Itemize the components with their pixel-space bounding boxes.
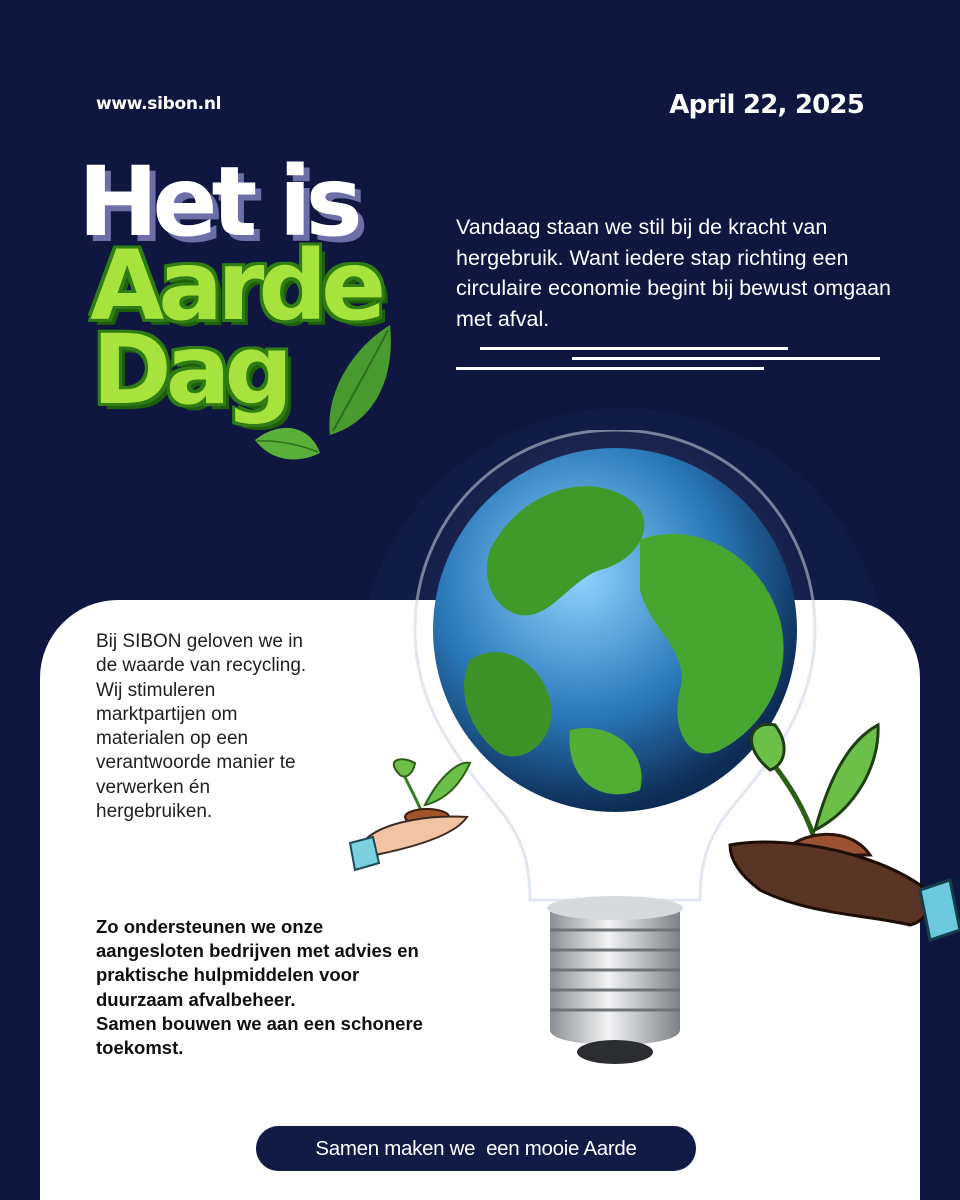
headline-line-2: Aarde [90, 230, 381, 342]
divider-line [572, 357, 880, 360]
divider-line [456, 367, 764, 370]
website-url[interactable]: www.sibon.nl [96, 94, 222, 114]
hand-sprout-icon [345, 755, 475, 875]
body-paragraph-1: Bij SIBON geloven we in de waarde van recycling. Wij stimuleren marktpartijen om materialen op een verantwoorde manier te verwerken én hergebruiken. [96, 631, 307, 823]
hand-sprout-icon [720, 715, 960, 955]
body-paragraph-2-line-2: Samen bouwen we aan een schonere toekomst. [96, 1012, 423, 1059]
cta-button[interactable]: Samen maken we een mooie Aarde [256, 1126, 696, 1171]
event-date: April 22, 2025 [669, 90, 864, 120]
body-paragraph-2 [96, 915, 426, 1060]
leaf-decoration-icon [245, 325, 395, 475]
body-paragraph-2-line-1: Zo ondersteunen we onze aangesloten bedrijven met advies en praktische hulpmiddelen voor duurzaam afvalbeheer. [96, 916, 419, 1010]
intro-text: Vandaag staan we stil bij de kracht van hergebruik. Want iedere stap richting een circulaire economie begint bij bewust omgaan met afval. [456, 215, 892, 331]
headline-line-1: Het is [78, 146, 357, 258]
headline-line-3: Dag [92, 314, 288, 426]
divider-line [480, 347, 788, 350]
